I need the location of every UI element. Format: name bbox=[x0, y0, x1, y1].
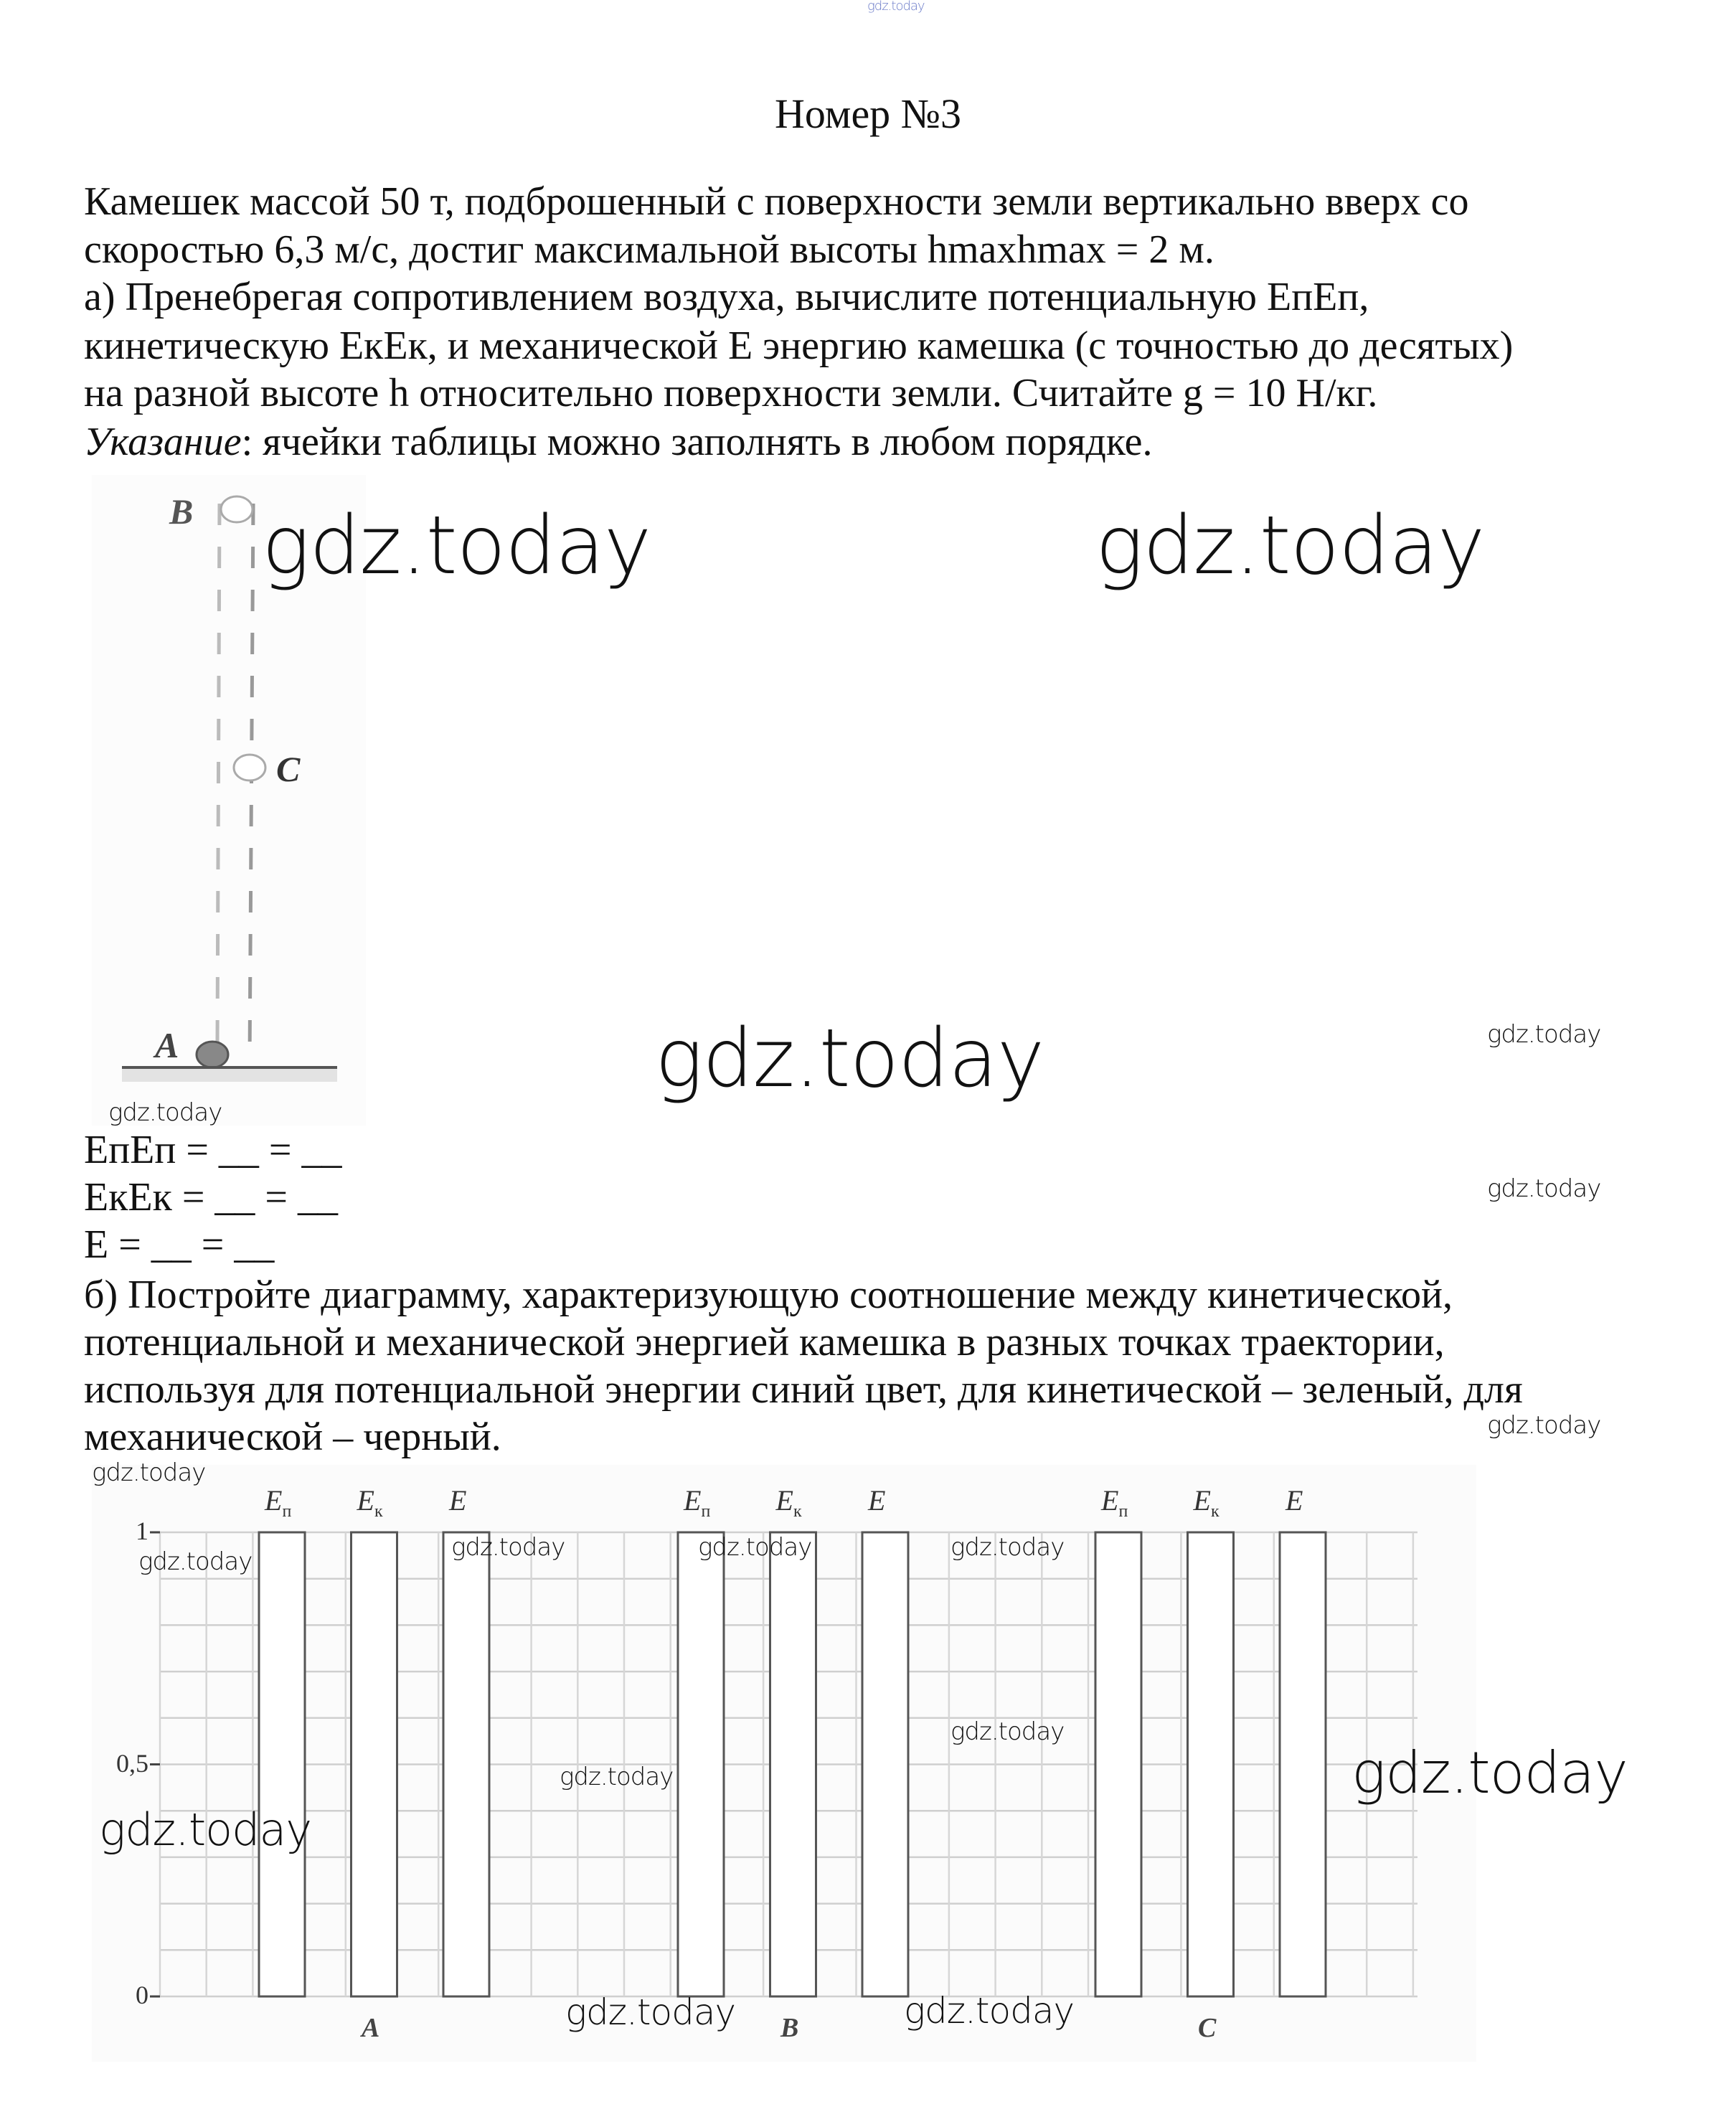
series-symbol: E bbox=[449, 1484, 467, 1517]
watermark: gdz.today bbox=[565, 1991, 736, 2033]
series-subscript: к bbox=[374, 1502, 383, 1521]
watermark: gdz.today bbox=[655, 1012, 1044, 1105]
watermark: gdz.today bbox=[99, 1803, 312, 1856]
page-title: Номер №3 bbox=[774, 90, 962, 137]
bar-frame-C-Eп bbox=[1095, 1532, 1141, 1996]
bar-frame-C-E bbox=[1280, 1532, 1326, 1996]
point-b-label: B bbox=[169, 491, 194, 532]
part-b-line: потенциальной и механической энергией камешка в разных точках траектории, bbox=[84, 1320, 1445, 1364]
series-subscript: п bbox=[701, 1502, 711, 1521]
bar-frame-A-Eп bbox=[259, 1532, 305, 1996]
series-label bbox=[776, 1486, 802, 1520]
series-subscript: п bbox=[1118, 1502, 1128, 1521]
problem-line: кинетическую EкEк, и механической E энергию камешка (с точностью до десятых) bbox=[84, 324, 1514, 368]
series-symbol: E bbox=[1101, 1484, 1119, 1517]
series-label bbox=[449, 1486, 466, 1520]
bar-frame-C-Eк bbox=[1188, 1532, 1234, 1996]
y-tick-label: 1 bbox=[136, 1517, 148, 1545]
problem-line: а) Пренебрегая сопротивлением воздуха, вычислите потенциальную EпEп, bbox=[84, 275, 1369, 319]
part-b-line: используя для потенциальной энергии синий цвет, для кинетической – зеленый, для bbox=[84, 1367, 1523, 1412]
series-label bbox=[357, 1486, 383, 1520]
watermark: gdz.today bbox=[950, 1533, 1065, 1562]
watermark: gdz.today bbox=[138, 1547, 253, 1576]
series-subscript: п bbox=[282, 1502, 292, 1521]
watermark: gdz.today bbox=[1487, 1020, 1601, 1049]
problem-line: на разной высоте h относительно поверхности земли. Считайте g = 10 Н/кг. bbox=[84, 371, 1378, 415]
y-tick-label: 0 bbox=[136, 1981, 148, 2009]
watermark: gdz.today bbox=[698, 1533, 812, 1562]
hint-label: Указание bbox=[84, 420, 242, 464]
series-label bbox=[1194, 1486, 1220, 1520]
y-tick-label: 0,5 bbox=[116, 1748, 148, 1778]
watermark: gdz.today bbox=[1095, 499, 1485, 593]
part-b-line: механической – черный. bbox=[84, 1415, 501, 1459]
series-symbol: E bbox=[775, 1484, 793, 1517]
problem-line: скоростью 6,3 м/с, достиг максимальной высоты hmaxhmax = 2 м. bbox=[84, 227, 1214, 272]
part-b-line: б) Постройте диаграмму, характеризующую соотношение между кинетической, bbox=[84, 1273, 1453, 1317]
series-label bbox=[868, 1486, 885, 1520]
series-symbol: E bbox=[868, 1484, 886, 1517]
series-label bbox=[1286, 1486, 1303, 1520]
bar-frame-B-E bbox=[862, 1532, 908, 1996]
bar-frame-A-E bbox=[443, 1532, 489, 1996]
watermark: gdz.today bbox=[950, 1717, 1065, 1746]
series-symbol: E bbox=[357, 1484, 374, 1517]
series-subscript: к bbox=[1210, 1502, 1220, 1521]
bar-frame-B-Eп bbox=[678, 1532, 724, 1996]
hint-text: : ячейки таблицы можно заполнять в любом порядке. bbox=[241, 420, 1153, 464]
category-label: B bbox=[780, 2013, 799, 2043]
series-subscript: к bbox=[793, 1502, 802, 1521]
series-symbol: E bbox=[1193, 1484, 1211, 1517]
point-a-label: A bbox=[155, 1025, 179, 1065]
watermark: gdz.today bbox=[451, 1533, 565, 1562]
problem-line: Камешек массой 50 т, подброшенный с поверхности земли вертикально вверх со bbox=[84, 179, 1469, 224]
series-label bbox=[1101, 1486, 1128, 1520]
watermark: gdz.today bbox=[92, 1458, 206, 1487]
series-label bbox=[265, 1486, 291, 1520]
category-label: A bbox=[362, 2013, 380, 2043]
point-c-label: C bbox=[276, 749, 301, 789]
answer-ek: EкEк = __ = __ bbox=[84, 1175, 338, 1220]
series-symbol: E bbox=[684, 1484, 702, 1517]
watermark: gdz.today bbox=[904, 1990, 1075, 2032]
watermark: gdz.today bbox=[1351, 1740, 1628, 1806]
watermark: gdz.today bbox=[1487, 1174, 1601, 1203]
watermark: gdz.today bbox=[262, 499, 651, 593]
answer-ep: EпEп = __ = __ bbox=[84, 1128, 342, 1172]
bar-frame-A-Eк bbox=[352, 1532, 397, 1996]
category-label: C bbox=[1198, 2013, 1217, 2043]
series-label bbox=[684, 1486, 710, 1520]
series-symbol: E bbox=[1286, 1484, 1303, 1517]
bar-frame-B-Eк bbox=[770, 1532, 816, 1996]
watermark: gdz.today bbox=[108, 1098, 222, 1127]
watermark-top: gdz.today bbox=[867, 0, 925, 14]
answer-e: E = __ = __ bbox=[84, 1222, 275, 1267]
watermark: gdz.today bbox=[560, 1763, 674, 1791]
series-symbol: E bbox=[265, 1484, 283, 1517]
watermark: gdz.today bbox=[1487, 1411, 1601, 1440]
